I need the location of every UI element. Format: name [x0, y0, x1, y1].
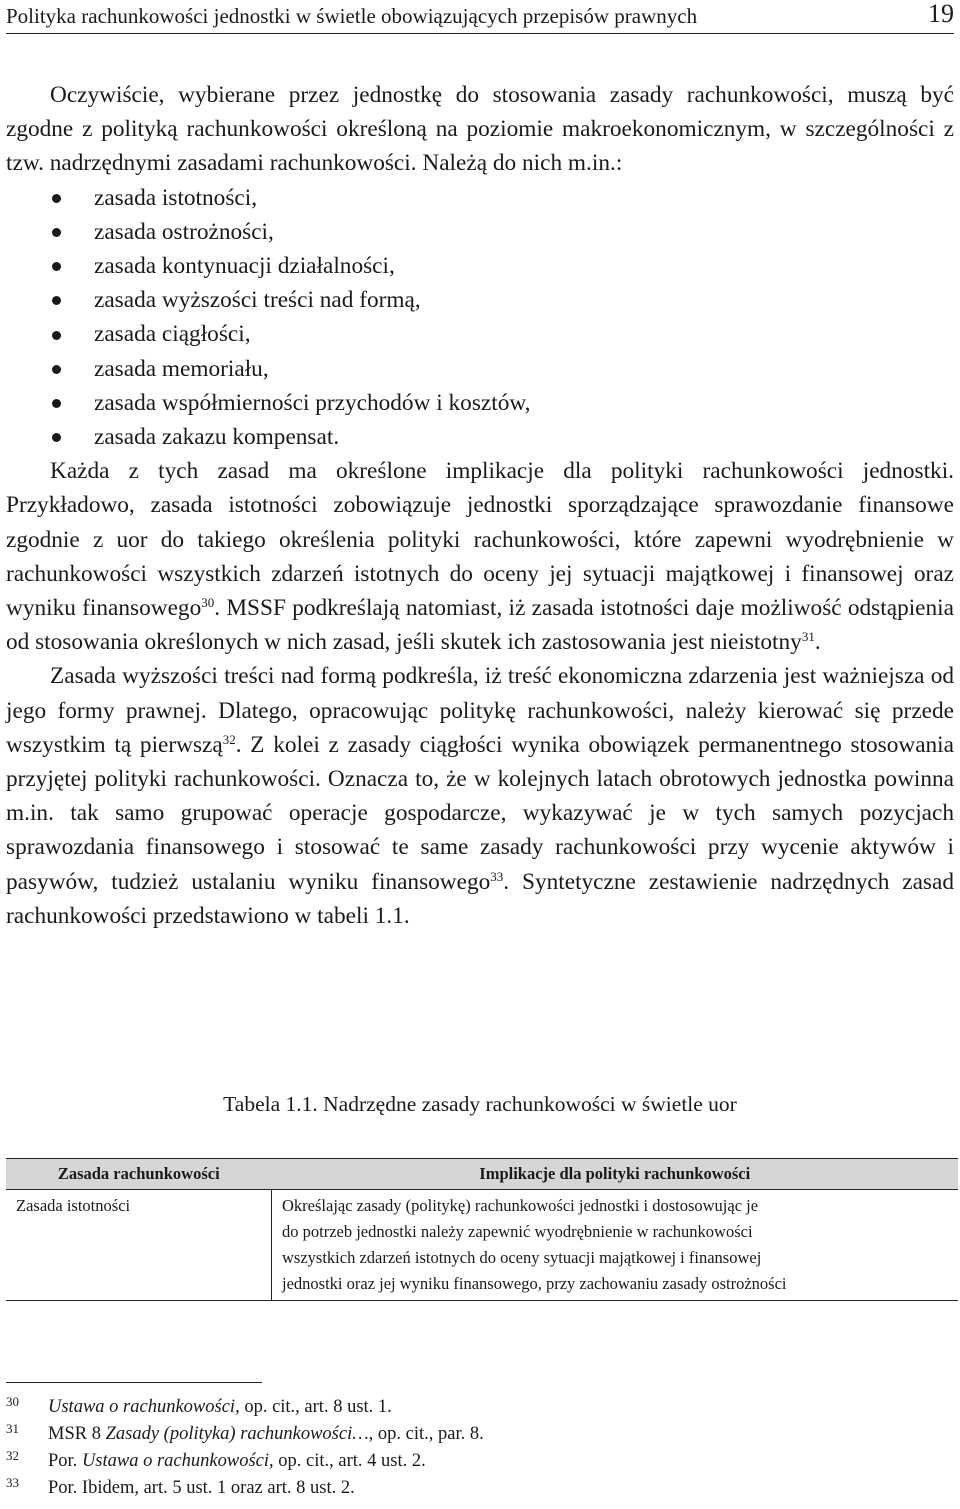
running-title: Polityka rachunkowości jednostki w świetle obowiązujących przepisów prawnych	[6, 4, 698, 28]
footnote-ref[interactable]: 31	[801, 629, 815, 645]
list-item: zasada ciągłości,	[6, 317, 954, 351]
footnote-item: 31 MSR 8 Zasady (polityka) rachunkowości…, op. cit., par. 8.	[6, 1421, 484, 1444]
footnote-ref[interactable]: 32	[222, 731, 236, 747]
table-cell: Określając zasady (politykę) rachunkowości jednostki i dostosowując je do potrzeb jednostki należy zapewnić wyodrębnienie w rachunkowości wszystkich zdarzeń istotnych do oceny sytuacji majątkowej i finansowej jednostki oraz jej wyniku finansowego, przy zachowaniu zasady ostrożności	[272, 1190, 959, 1301]
column-header: Implikacje dla polityki rachunkowości	[272, 1159, 959, 1190]
footnote-item: 30 Ustawa o rachunkowości, op. cit., art. 8 ust. 1.	[6, 1394, 392, 1417]
footnote-divider	[6, 1382, 262, 1383]
table-row	[6, 1190, 958, 1301]
bullet-icon	[52, 399, 61, 408]
running-header	[6, 0, 954, 34]
footnotes	[6, 1394, 946, 1502]
column-header: Zasada rachunkowości	[6, 1159, 272, 1190]
bullet-icon	[52, 194, 61, 203]
principles-table	[6, 1158, 958, 1301]
bullet-icon	[52, 365, 61, 374]
footnote-item: 32 Por. Ustawa o rachunkowości, op. cit., art. 4 ust. 2.	[6, 1448, 426, 1471]
footnote-ref[interactable]: 33	[490, 868, 504, 884]
main-text	[6, 78, 954, 933]
paragraph-1: Oczywiście, wybierane przez jednostkę do stosowania zasady rachunkowości, muszą być zgodne z polityką rachunkowości określoną na poziomie makroekonomicznym, w szczególności z tzw. nadrzędnymi zasadami rachunkowości. Należą do nich m.in.:	[6, 82, 954, 177]
bullet-icon	[52, 433, 61, 442]
list-item: zasada zakazu kompensat.	[6, 420, 954, 454]
list-item: zasada memoriału,	[6, 352, 954, 386]
footnote-ref[interactable]: 30	[201, 595, 215, 611]
list-item: zasada wyższości treści nad formą,	[6, 283, 954, 317]
list-item: zasada współmierności przychodów i kosztów,	[6, 386, 954, 420]
bullet-icon	[52, 331, 61, 340]
page-number: 19	[928, 0, 954, 28]
paragraph-3: Zasada wyższości treści nad formą podkreśla, iż treść ekonomiczna zdarzenia jest ważniejsza od jego formy prawnej. Dlatego, opracowując politykę rachunkowości, należy kierować się przede wszystkim tą pierwszą$^{32}$. Z kolei z zasady ciągłości wynika obowiązek permanentnego stosowania przyjętej polityki rachunkowości. Oznacza to, że w kolejnych latach obrotowych jednostka powinna m.in. tak samo grupować operacje gospodarcze, wykazywać je w tych samych pozycjach sprawozdania finansowego i stosować te same zasady rachunkowości przy wycenie aktywów i pasywów, tudzież ustalaniu wyniku finansowego$^{33}$. Syntetyczne zestawienie nadrzędnych zasad rachunkowości przedstawiono w tabeli 1.1.	[6, 663, 954, 929]
principles-list	[6, 181, 954, 455]
bullet-icon	[52, 296, 61, 305]
table-header-row	[6, 1159, 958, 1190]
list-item: zasada istotności,	[6, 181, 954, 215]
bullet-icon	[52, 228, 61, 237]
list-item: zasada kontynuacji działalności,	[6, 249, 954, 283]
table-caption: Tabela 1.1. Nadrzędne zasady rachunkowości w świetle uor	[223, 1092, 737, 1116]
table-cell: Zasada istotności	[6, 1190, 272, 1301]
footnote-item: 33 Por. Ibidem, art. 5 ust. 1 oraz art. 8 ust. 2.	[6, 1475, 355, 1498]
paragraph-2: Każda z tych zasad ma określone implikacje dla polityki rachunkowości jednostki. Przykładowo, zasada istotności zobowiązuje jednostki sporządzające sprawozdanie finansowe zgodnie z uor do takiego określenia polityki rachunkowości, które zapewni wyodrębnienie w rachunkowości wszystkich zdarzeń istotnych do oceny jej sytuacji majątkowej i finansowej oraz wyniku finansowego$^{30}$. MSSF podkreślają natomiast, iż zasada istotności daje możliwość odstąpienia od stosowania określonych w nich zasad, jeśli skutek ich zastosowania jest nieistotny$^{31}$.	[6, 458, 954, 656]
bullet-icon	[52, 262, 61, 271]
list-item: zasada ostrożności,	[6, 215, 954, 249]
